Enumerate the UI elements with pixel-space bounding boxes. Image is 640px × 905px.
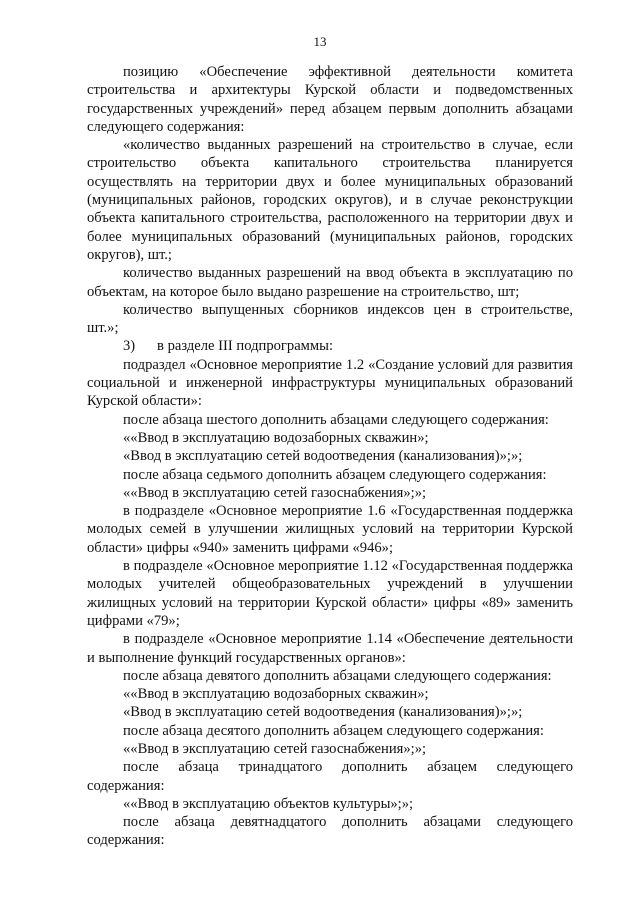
- paragraph: количество выданных разрешений на ввод объекта в эксплуатацию по объектам, на которое было выдано разрешение на строительство, шт;: [87, 265, 573, 300]
- paragraph: ««Ввод в эксплуатацию объектов культуры»;»;: [123, 795, 414, 812]
- document-body: [87, 63, 573, 850]
- paragraph: после абзаца десятого дополнить абзацем следующего содержания:: [123, 722, 544, 739]
- paragraph: в подразделе «Основное мероприятие 1.14 «Обеспечение деятельности и выполнение функций государственных органов»:: [87, 631, 573, 666]
- paragraph: подраздел «Основное мероприятие 1.2 «Создание условий для развития социальной и инженерной инфраструктуры муниципальных образований Курской области»:: [87, 356, 573, 410]
- page-number: 13: [313, 34, 327, 49]
- paragraph: позицию «Обеспечение эффективной деятельности комитета строительства и архитектуры Курской области и подведомственных государственных учреждений» перед абзацем первым дополнить абзацами следующего содержания:: [87, 64, 573, 135]
- paragraph: «количество выданных разрешений на строительство в случае, если строительство объекта капитального строительства планируется осуществлять на территории двух и более муниципальных образований (муниципальных районов, городских округов), и в случае реконструкции объекта капитального строительства, расположенного на территории двух и более муниципальных образований (муниципальных районов, городских округов), шт.;: [87, 137, 573, 263]
- paragraph: после абзаца девятого дополнить абзацами следующего содержания:: [123, 667, 552, 684]
- paragraph: ««Ввод в эксплуатацию водозаборных скважин»;: [123, 429, 429, 446]
- paragraph: 3) в разделе III подпрограммы:: [123, 338, 334, 355]
- paragraph: в подразделе «Основное мероприятие 1.12 «Государственная поддержка молодых учителей общеобразовательных учреждений в улучшении жилищных условий на территории Курской области» цифры «89» заменить цифрами «79»;: [87, 558, 573, 629]
- paragraph: после абзаца седьмого дополнить абзацем следующего содержания:: [123, 466, 547, 483]
- paragraph: ««Ввод в эксплуатацию сетей газоснабжения»;»;: [123, 484, 427, 501]
- paragraph: «Ввод в эксплуатацию сетей водоотведения (канализования)»;»;: [123, 448, 523, 465]
- paragraph: количество выпущенных сборников индексов цен в строительстве, шт.»;: [87, 301, 573, 337]
- paragraph: ««Ввод в эксплуатацию водозаборных скважин»;: [123, 686, 429, 703]
- paragraph: после абзаца девятнадцатого дополнить абзацами следующего содержания:: [87, 814, 573, 849]
- paragraph: в подразделе «Основное мероприятие 1.6 «Государственная поддержка молодых семей в улучшении жилищных условий на территории Курской области» цифры «940» заменить цифрами «946»;: [87, 503, 573, 556]
- paragraph: после абзаца тринадцатого дополнить абзацем следующего содержания:: [87, 759, 573, 794]
- paragraph: после абзаца шестого дополнить абзацами следующего содержания:: [123, 411, 549, 428]
- paragraph: ««Ввод в эксплуатацию сетей газоснабжения»;»;: [123, 740, 427, 757]
- paragraph: «Ввод в эксплуатацию сетей водоотведения (канализования)»;»;: [123, 704, 523, 721]
